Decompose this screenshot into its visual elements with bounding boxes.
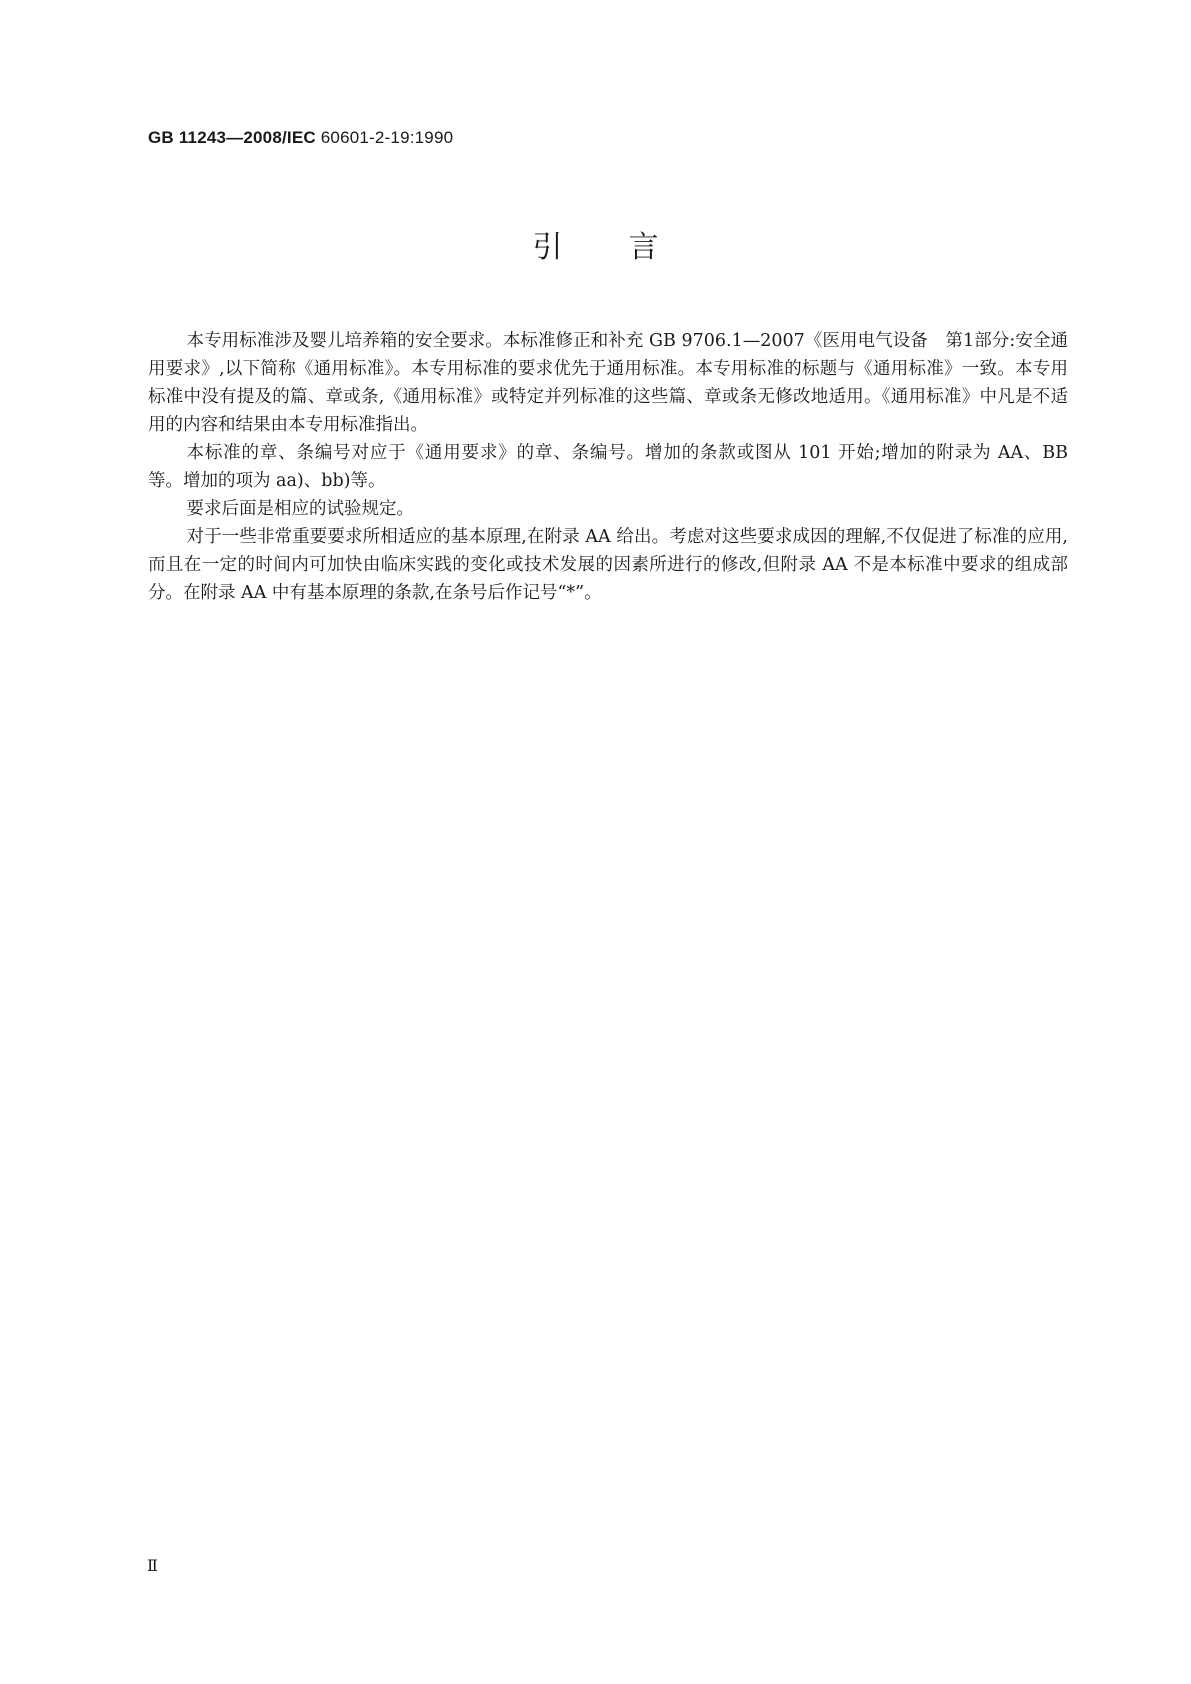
- page-title: 引言: [532, 230, 725, 265]
- paragraph-4: 对于一些非常重要要求所相适应的基本原理,在附录 AA 给出。考虑对这些要求成因的理解,不仅促进了标准的应用,而且在一定的时间内可加快由临床实践的变化或技术发展的因素所进行的修改,但附录 AA 不是本标准中要求的组成部分。在附录 AA 中有基本原理的条款,在条号后作记号“*”。: [148, 527, 1068, 603]
- document-code-bold: GB 11243—2008/IEC: [148, 128, 316, 147]
- page-number: Ⅱ: [147, 1556, 158, 1575]
- introduction-body: [148, 327, 1068, 607]
- paragraph-3: 要求后面是相应的试验规定。: [186, 499, 414, 519]
- document-code: [148, 128, 453, 148]
- paragraph-2: 本标准的章、条编号对应于《通用要求》的章、条编号。增加的条款或图从 101 开始;增加的附录为 AA、BB 等。增加的项为 aa)、bb)等。: [148, 443, 1068, 491]
- document-code-rest: 60601-2-19:1990: [315, 128, 454, 147]
- paragraph-1: 本专用标准涉及婴儿培养箱的安全要求。本标准修正和补充 GB 9706.1—2007《医用电气设备 第1部分:安全通用要求》,以下简称《通用标准》。本专用标准的要求优先于通用标准。本专用标准的标题与《通用标准》一致。本专用标准中没有提及的篇、章或条,《通用标准》或特定并列标准的这些篇、章或条无修改地适用。《通用标准》中凡是不适用的内容和结果由本专用标准指出。: [148, 331, 1068, 435]
